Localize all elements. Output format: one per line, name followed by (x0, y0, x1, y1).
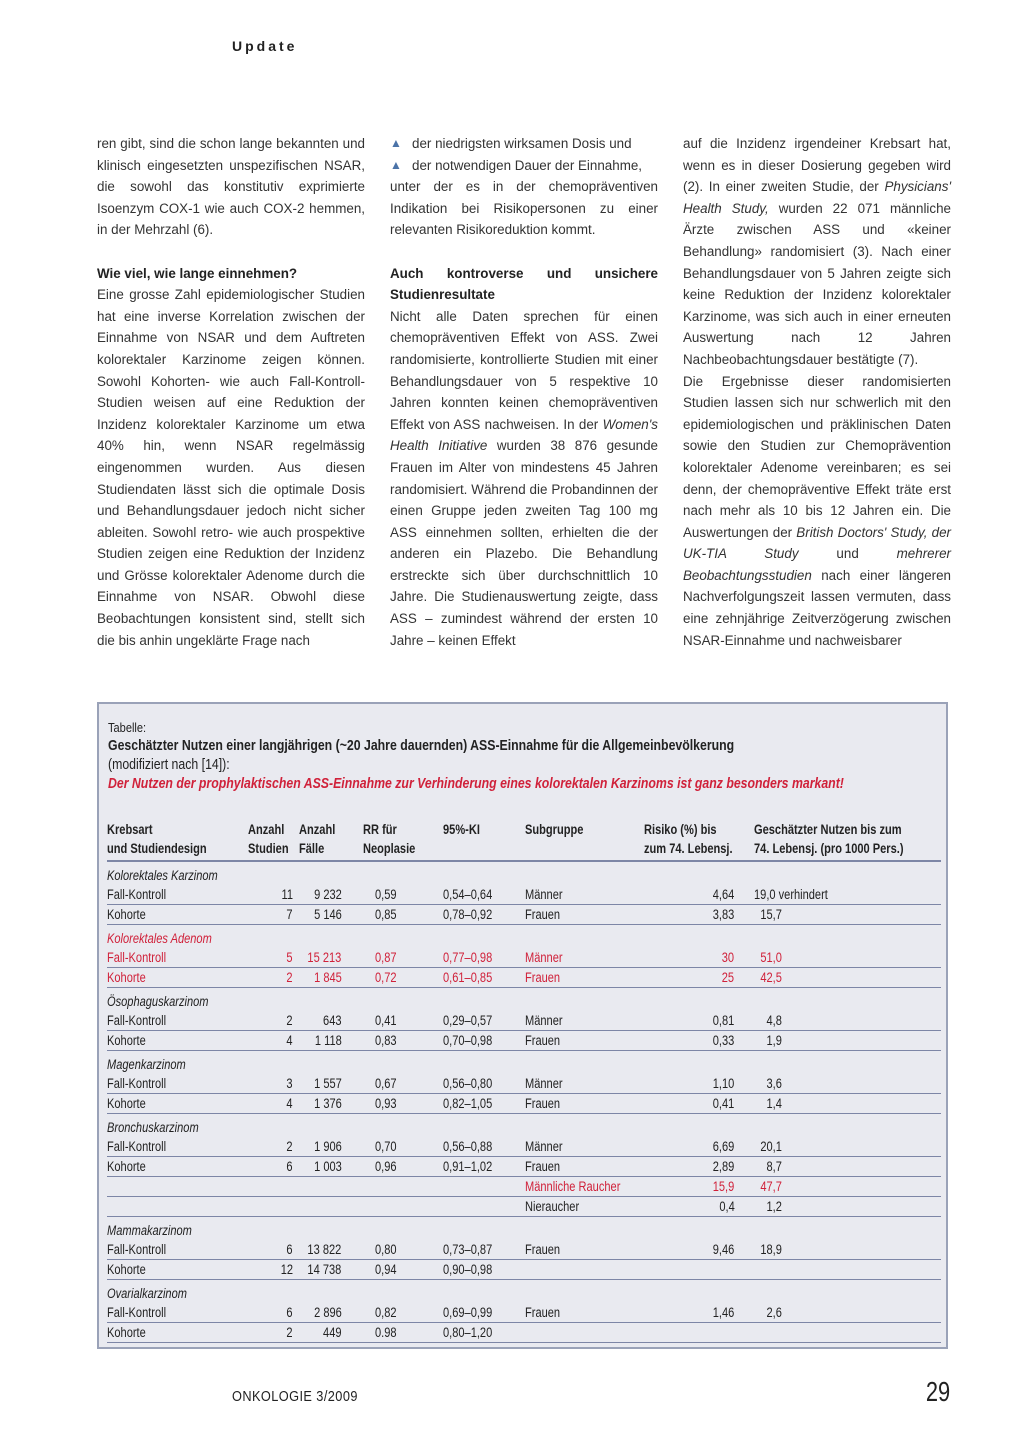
table-cell-cases: 14 738 (307, 1262, 342, 1277)
table-cell-risk: 25 (722, 970, 735, 985)
table-cell-risk: 3,83 (712, 907, 735, 922)
table-cell-studies: 4 (286, 1096, 293, 1111)
table-cell-cases: 1 845 (313, 970, 342, 985)
table-cell-cases: 643 (322, 1013, 342, 1028)
paragraph: ren gibt, sind die schon lange bekannten und klinisch eingesetzten unspezifischen NSAR, die sowohl das konstitutiv exprimierte Isoenzym COX-1 wie auch COX-2 hemmen, in der Mehrzahl (6). (97, 136, 365, 238)
table-cell-ci: 0,90–0,98 (443, 1262, 493, 1277)
table-cell-benefit: 51,0 (760, 950, 783, 965)
table-cell-sub: Männer (525, 1076, 563, 1091)
section-header: Update (232, 38, 298, 54)
table-cell-benefit: 15,7 (760, 907, 783, 922)
table-cell-benefit: 1,9 (766, 1033, 783, 1048)
table-cell-cases: 15 213 (307, 950, 342, 965)
table-cell-studies: 6 (286, 1305, 293, 1320)
table-cell-studies: 12 (280, 1262, 293, 1277)
table-cell-risk: 0,33 (712, 1033, 735, 1048)
group-name: Ösophaguskarzinom (107, 994, 209, 1009)
table-cell-sub: Männer (525, 950, 563, 965)
table-cell-design: Kohorte (107, 970, 146, 985)
table-cell-rr: 0,67 (375, 1076, 398, 1091)
table-cell-risk: 0,4 (719, 1199, 735, 1214)
table-cell-risk: 2,89 (712, 1159, 735, 1174)
column-header: RR für (363, 822, 398, 837)
table-row (107, 1240, 941, 1260)
table-row (107, 1137, 941, 1157)
table-cell-benefit: 42,5 (760, 970, 783, 985)
table-cell-design: Kohorte (107, 1033, 146, 1048)
group-row (107, 1217, 941, 1241)
table-cell-risk: 1,10 (712, 1076, 735, 1091)
table-cell-ci: 0,77–0,98 (443, 950, 493, 965)
column-header: Fälle (298, 841, 324, 856)
table-cell-ci: 0,73–0,87 (443, 1242, 493, 1257)
table-label: Tabelle: (108, 720, 147, 735)
column-header: Krebsart (107, 822, 153, 837)
table-row (107, 1323, 941, 1343)
column-header: 74. Lebensj. (pro 1000 Pers.) (754, 841, 904, 856)
table-cell-benefit: 18,9 (760, 1242, 783, 1257)
table-cell-ci: 0,70–0,98 (443, 1033, 493, 1048)
table-row (107, 1094, 941, 1114)
text-column-3 (683, 133, 951, 651)
table-cell-risk: 0,41 (712, 1096, 735, 1111)
table-cell-design: Kohorte (107, 1159, 146, 1174)
table-cell-sub: Frauen (525, 907, 561, 922)
benefit-table (107, 820, 941, 1343)
table-cell-rr: 0.98 (375, 1325, 398, 1340)
table-cell-rr: 0,85 (375, 907, 398, 922)
table-cell-ci: 0,56–0,80 (443, 1076, 493, 1091)
table-cell-rr: 0,80 (375, 1242, 398, 1257)
table-cell-risk: 15,9 (712, 1179, 735, 1194)
group-name: Bronchuskarzinom (107, 1120, 199, 1135)
table-row (107, 1260, 941, 1280)
table-cell-benefit: 8,7 (766, 1159, 783, 1174)
table-cell-studies: 4 (286, 1033, 293, 1048)
table-cell-ci: 0,54–0,64 (443, 887, 493, 902)
table-cell-studies: 2 (286, 970, 293, 985)
table-cell-sub: Frauen (525, 1033, 561, 1048)
column-header: Studien (248, 841, 289, 856)
table-cell-design: Fall-Kontroll (107, 1305, 167, 1320)
paragraph: Eine grosse Zahl epidemiologischer Studien hat eine inverse Korrelation zwischen der Einnahme von NSAR und dem Auftreten kolorektaler Karzinome zeigen können. Sowohl Kohorten- wie auch Fall-Kontroll-Studien weisen auf eine Reduktion der Inzidenz kolorektaler Karzinome um etwa 40% hin, wenn NSAR regelmässig eingenommen wurden. Aus diesen Studiendaten lässt sich die optimale Dosis und Behandlungsdauer jedoch nicht sicher ableiten. Sowohl retro- wie auch prospektive Studien zeigen eine Reduktion der Inzidenz und Grösse kolorektaler Adenome durch die Einnahme von NSAR. Obwohl diese Beobachtungen konsistent sind, stellt sich die bis anhin ungeklärte Frage nach (97, 287, 365, 648)
table-cell-risk: 30 (722, 950, 735, 965)
column-header: Geschätzter Nutzen bis zum (754, 822, 903, 837)
table-cell-studies: 2 (286, 1325, 293, 1340)
table-cell-risk: 0,81 (712, 1013, 735, 1028)
table-cell-ci: 0,78–0,92 (443, 907, 493, 922)
table-cell-sub: Nieraucher (525, 1199, 580, 1214)
table-row (107, 948, 941, 968)
table-cell-design: Kohorte (107, 1262, 146, 1277)
table-cell-cases: 2 896 (313, 1305, 342, 1320)
triangle-bullet-icon: ▲ (390, 136, 402, 150)
table-cell-cases: 1 906 (313, 1139, 342, 1154)
group-row (107, 925, 941, 949)
table-cell-rr: 0,72 (375, 970, 398, 985)
table-cell-benefit: 20,1 (760, 1139, 783, 1154)
table-subtitle: (modifiziert nach [14]): (108, 756, 230, 773)
table-cell-cases: 1 118 (314, 1033, 342, 1048)
table-cell-benefit: 3,6 (766, 1076, 783, 1091)
group-row (107, 1051, 941, 1075)
table-row (107, 1157, 941, 1177)
column-header: Anzahl (298, 822, 336, 837)
table-cell-rr: 0,94 (375, 1262, 398, 1277)
table-row (107, 1011, 941, 1031)
group-name: Magenkarzinom (107, 1057, 186, 1072)
table-cell-benefit: 1,2 (766, 1199, 783, 1214)
table-cell-design: Fall-Kontroll (107, 887, 167, 902)
table-cell-benefit: 47,7 (760, 1179, 783, 1194)
table-cell-sub: Männer (525, 1139, 563, 1154)
table-cell-design: Fall-Kontroll (107, 1076, 167, 1091)
table-cell-benefit: 2,6 (766, 1305, 783, 1320)
bullet-item: ▲ der niedrigsten wirksamen Dosis und (390, 133, 658, 155)
table-highlight: Der Nutzen der prophylaktischen ASS-Einnahme zur Verhinderung eines kolorektalen Karzinoms ist ganz besonders markant! (108, 775, 844, 792)
table-row (107, 968, 941, 988)
table-cell-risk: 9,46 (712, 1242, 735, 1257)
text-column-2 (390, 133, 658, 651)
bullet-item: ▲ der notwendigen Dauer der Einnahme, (390, 155, 658, 177)
table-row (107, 1197, 941, 1217)
table-cell-rr: 0,96 (375, 1159, 398, 1174)
triangle-bullet-icon: ▲ (390, 157, 402, 172)
page-number: 29 (925, 1376, 950, 1407)
table-cell-rr: 0,83 (375, 1033, 398, 1048)
table-cell-design: Kohorte (107, 1325, 146, 1340)
column-header: und Studiendesign (107, 841, 207, 856)
table-cell-rr: 0,41 (375, 1013, 398, 1028)
group-row (107, 988, 941, 1012)
table-cell-rr: 0,87 (375, 950, 398, 965)
table-cell-studies: 2 (286, 1139, 293, 1154)
table-cell-cases: 1 003 (313, 1159, 342, 1174)
table-cell-sub: Frauen (525, 1096, 561, 1111)
table-cell-rr: 0,82 (375, 1305, 398, 1320)
table-cell-cases: 13 822 (307, 1242, 342, 1257)
column-header: Subgruppe (525, 822, 584, 837)
paragraph: Nicht alle Daten sprechen für einen chemopräventiven Effekt von ASS. Zwei randomisierte, kontrollierte Studien mit einer Behandlungsdauer von 5 respektive 10 Jahren konnten keinen chemopräventiven Effekt von ASS nachweisen. In der Women's Health Initiative wurden 38 876 gesunde Frauen im Alter von mindestens 45 Jahren randomisiert. Während die Probandinnen der einen Gruppe jeden zweiten Tag 100 mg ASS einnehmen sollten, erhielten die der anderen ein Plazebo. Die Behandlung erstreckte sich über durchschnittlich 10 Jahre. Die Studienauswertung zeigte, dass ASS – zumindest während der ersten 10 Jahre – keinen Effekt (390, 308, 658, 648)
table-cell-sub: Männer (525, 887, 563, 902)
column-header: 95%-KI (443, 822, 481, 837)
subheading: Auch kontroverse und unsichere Studienresultate (390, 265, 658, 303)
data-table-box (97, 702, 948, 1349)
paragraph: auf die Inzidenz irgendeiner Krebsart hat, wenn es in dieser Dosierung gegeben wird (2). In einer zweiten Studie, der Physicians' Health Study, wurden 22 071 männliche Ärzte zwischen ASS und «keiner Behandlung» randomisiert (3). Nach einer Behandlungsdauer von 5 Jahren zeigte sich keine Reduktion der Inzidenz kolorektaler Karzinome, was sich auch in einer erneuten Auswertung nach 12 Jahren Nachbeobachtungsdauer bestätigte (7). (683, 136, 951, 367)
table-cell-design: Fall-Kontroll (107, 1242, 167, 1257)
group-row (107, 1280, 941, 1304)
table-cell-ci: 0,61–0,85 (443, 970, 493, 985)
table-row (107, 885, 941, 905)
group-row (107, 861, 941, 885)
table-cell-design: Kohorte (107, 1096, 146, 1111)
table-cell-ci: 0,56–0,88 (443, 1139, 493, 1154)
table-cell-cases: 1 376 (313, 1096, 342, 1111)
journal-footer: ONKOLOGIE 3/2009 (232, 1388, 358, 1405)
table-cell-sub: Frauen (525, 1242, 561, 1257)
table-cell-sub: Frauen (525, 1159, 561, 1174)
table-cell-studies: 6 (286, 1242, 293, 1257)
table-cell-benefit: 4,8 (766, 1013, 783, 1028)
table-cell-ci: 0,69–0,99 (443, 1305, 493, 1320)
table-cell-studies: 7 (286, 907, 293, 922)
table-cell-design: Kohorte (107, 907, 146, 922)
table-cell-studies: 6 (286, 1159, 293, 1174)
table-cell-risk: 1,46 (712, 1305, 735, 1320)
table-cell-design: Fall-Kontroll (107, 950, 167, 965)
table-cell-sub: Frauen (525, 970, 561, 985)
table-title: Geschätzter Nutzen einer langjährigen (~20 Jahre dauernden) ASS-Einnahme für die Allgemeinbevölkerung (108, 737, 735, 754)
table-row (107, 1074, 941, 1094)
table-cell-studies: 3 (286, 1076, 293, 1091)
group-name: Ovarialkarzinom (107, 1286, 187, 1301)
table-cell-ci: 0,91–1,02 (443, 1159, 493, 1174)
table-cell-cases: 5 146 (313, 907, 342, 922)
subheading: Wie viel, wie lange einnehmen? (97, 265, 298, 281)
table-cell-ci: 0,80–1,20 (443, 1325, 493, 1340)
table-cell-benefit: 19,0 verhindert (754, 887, 829, 902)
group-row (107, 1114, 941, 1138)
group-name: Kolorektales Karzinom (107, 868, 218, 883)
table-cell-risk: 6,69 (712, 1139, 735, 1154)
table-row (107, 1303, 941, 1323)
table-cell-ci: 0,29–0,57 (443, 1013, 493, 1028)
table-cell-ci: 0,82–1,05 (443, 1096, 493, 1111)
table-cell-cases: 9 232 (313, 887, 342, 902)
text-column-1 (97, 133, 365, 651)
column-header: Anzahl (248, 822, 285, 837)
column-header: zum 74. Lebensj. (643, 841, 733, 856)
table-cell-cases: 449 (322, 1325, 342, 1340)
table-cell-cases: 1 557 (313, 1076, 342, 1091)
paragraph: Die Ergebnisse dieser randomisierten Studien lassen sich nur schwerlich mit den epidemiologischen und präklinischen Daten sowie den Studien zur Chemoprävention kolorektaler Adenome vereinbaren; es sei denn, der chemopräventive Effekt träte erst nach mehr als 10 bis 12 Jahren ein. Die Auswertungen der British Doctors' Study, der UK-TIA Study und mehrerer Beobachtungsstudien nach einer längeren Nachverfolgungszeit lassen vermuten, dass eine zehnjährige Zeitverzögerung zwischen NSAR-Einnahme und nachweisbarer (683, 373, 951, 648)
column-header: Risiko (%) bis (643, 822, 717, 837)
table-row (107, 1177, 941, 1197)
table-cell-sub: Frauen (525, 1305, 561, 1320)
table-cell-design: Fall-Kontroll (107, 1013, 167, 1028)
table-row (107, 1031, 941, 1051)
table-cell-rr: 0,70 (375, 1139, 398, 1154)
table-cell-design: Fall-Kontroll (107, 1139, 167, 1154)
table-cell-risk: 4,64 (712, 887, 735, 902)
table-cell-rr: 0,93 (375, 1096, 398, 1111)
table-cell-sub: Männliche Raucher (525, 1179, 621, 1194)
table-cell-benefit: 1,4 (766, 1096, 783, 1111)
table-cell-studies: 5 (286, 950, 293, 965)
table-cell-studies: 11 (281, 887, 293, 902)
group-name: Kolorektales Adenom (107, 931, 212, 946)
table-cell-sub: Männer (525, 1013, 563, 1028)
table-cell-studies: 2 (286, 1013, 293, 1028)
table-row (107, 905, 941, 925)
paragraph: unter der es in der chemopräventiven Indikation bei Risikopersonen zu einer relevanten Risikoreduktion kommt. (390, 179, 658, 238)
group-name: Mammakarzinom (107, 1223, 192, 1238)
table-cell-rr: 0,59 (375, 887, 398, 902)
column-header: Neoplasie (363, 841, 416, 856)
